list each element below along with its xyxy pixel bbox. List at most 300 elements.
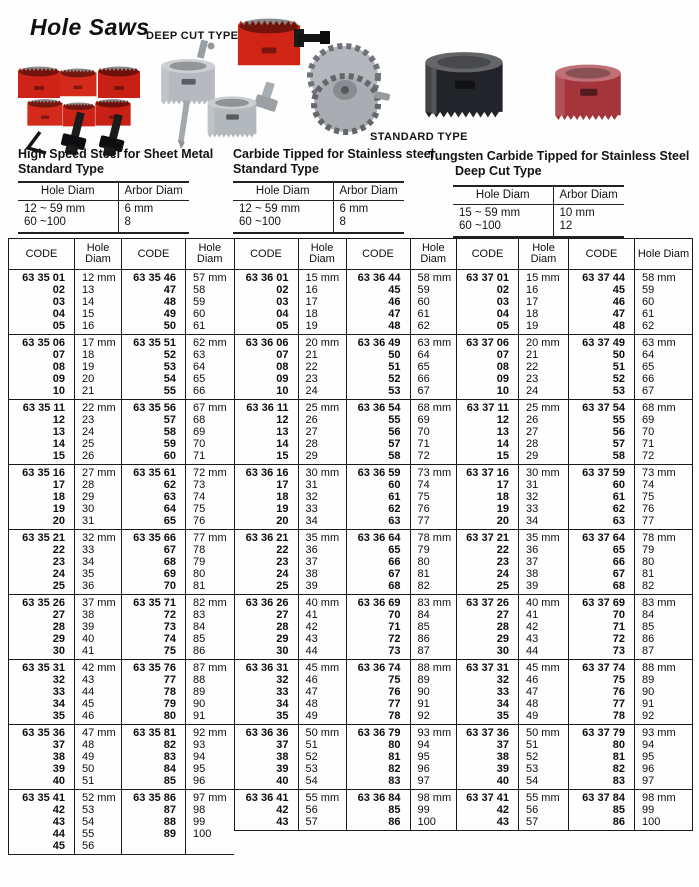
spec-cell: 15 ~ 59 mm (459, 207, 521, 219)
code-cell: 63 36 11 (246, 402, 289, 414)
spec-header-row (233, 182, 404, 201)
hole-diam-cell: 55 mm (519, 790, 569, 805)
hole-diam-cell: 84 (186, 621, 234, 633)
code-table-tungsten-holder (456, 238, 693, 831)
hole-diam-cell: 66 (635, 373, 693, 385)
hole-diam-cell: 91 (186, 710, 234, 725)
hole-diam-cell: 73 mm (635, 465, 693, 480)
code-cell: 19 (52, 503, 65, 515)
table-row (9, 633, 234, 645)
code-block (9, 270, 234, 335)
hole-diam-header: Hole Diam (298, 239, 346, 270)
hole-diam-cell: 47 mm (75, 725, 122, 740)
spec-header: Arbor Diam (553, 186, 624, 205)
hole-diam-cell: 30 (75, 503, 122, 515)
code-cell: 17 (52, 479, 65, 491)
hole-diam-cell: 78 (186, 544, 234, 556)
code-cell: 68 (346, 580, 410, 595)
hole-diam-cell: 43 (298, 633, 346, 645)
hole-diam-cell: 24 (519, 385, 569, 400)
hole-diam-cell: 54 (519, 775, 569, 790)
code-cell: 55 (122, 385, 186, 400)
code-cell: 63 35 66 (122, 530, 186, 545)
code-cell: 55 (346, 414, 410, 426)
code-cell: 35 (52, 710, 65, 722)
hole-diam-cell: 37 (519, 556, 569, 568)
hole-diam-cell: 59 (635, 284, 693, 296)
hole-diam-cell: 88 mm (410, 660, 456, 675)
code-cell: 63 (569, 515, 635, 530)
code-cell: 14 (52, 438, 65, 450)
code-cell: 84 (122, 763, 186, 775)
spec-header-row (18, 182, 189, 201)
hole-diam-cell: 16 (298, 284, 346, 296)
code-cell: 63 (122, 491, 186, 503)
code-block (234, 400, 456, 465)
code-cell: 61 (569, 491, 635, 503)
hole-diam-cell: 25 mm (298, 400, 346, 415)
hole-diam-cell: 93 (186, 739, 234, 751)
code-cell: 23 (276, 556, 289, 568)
hole-diam-cell: 69 (186, 426, 234, 438)
code-cell: 17 (496, 479, 509, 491)
hole-diam-cell: 54 (75, 816, 122, 828)
heading-line1: Tungsten Carbide Tipped for Stainless Steel (428, 149, 690, 163)
hole-diam-cell: 18 (75, 349, 122, 361)
table-row (457, 308, 693, 320)
hole-diam-cell: 68 (186, 414, 234, 426)
code-cell: 38 (276, 751, 289, 763)
hole-diam-cell: 48 (75, 739, 122, 751)
code-cell: 81 (346, 751, 410, 763)
code-cell: 85 (122, 775, 186, 790)
code-table-section-1 (234, 238, 457, 831)
hole-diam-cell: 13 (75, 284, 122, 296)
spec-cell: 60 ~100 (459, 220, 501, 232)
hole-diam-cell: 57 (298, 816, 346, 831)
code-cell: 63 37 79 (569, 725, 635, 740)
section-heading-tungsten (428, 149, 689, 179)
code-cell: 24 (276, 568, 289, 580)
table-row (9, 840, 234, 855)
code-cell: 13 (52, 426, 65, 438)
hole-diam-cell: 72 (635, 450, 693, 465)
table-row (234, 349, 456, 361)
table-row (457, 385, 693, 400)
spec-header: Arbor Diam (118, 182, 189, 201)
code-block (9, 790, 234, 855)
code-cell: 39 (276, 763, 289, 775)
hole-diam-cell: 83 (186, 609, 234, 621)
hole-diam-cell: 69 (635, 414, 693, 426)
hole-diam-cell: 87 mm (186, 660, 234, 675)
hole-diam-cell: 23 (75, 414, 122, 426)
code-cell: 60 (122, 450, 186, 465)
hole-diam-cell: 34 (519, 515, 569, 530)
table-row (457, 361, 693, 373)
hole-diam-cell: 22 (298, 361, 346, 373)
code-cell: 78 (346, 710, 410, 725)
code-cell: 29 (52, 633, 65, 645)
code-cell: 29 (496, 633, 509, 645)
table-row (234, 556, 456, 568)
hole-diam-cell: 15 mm (519, 270, 569, 285)
code-cell: 80 (122, 710, 186, 725)
table-row (457, 595, 693, 610)
hole-diam-cell: 36 (298, 544, 346, 556)
hole-diam-cell: 99 (635, 804, 693, 816)
table-row (234, 568, 456, 580)
code-cell: 38 (52, 751, 65, 763)
code-block (457, 465, 693, 530)
code-cell: 77 (569, 698, 635, 710)
code-cell: 19 (276, 503, 289, 515)
table-row (234, 491, 456, 503)
code-cell: 62 (122, 479, 186, 491)
table-row (9, 595, 234, 610)
hole-diam-cell: 56 (519, 804, 569, 816)
table-row (457, 491, 693, 503)
code-tables (8, 238, 693, 855)
hole-diam-cell: 21 (519, 349, 569, 361)
hole-diam-cell: 85 (186, 633, 234, 645)
code-cell: 82 (122, 739, 186, 751)
table-row (457, 660, 693, 675)
code-cell: 63 (346, 515, 410, 530)
table-row (457, 450, 693, 465)
section-heading-carbide (233, 147, 434, 177)
hole-diam-cell: 94 (410, 739, 456, 751)
code-cell: 63 37 64 (569, 530, 635, 545)
hole-diam-cell: 64 (186, 361, 234, 373)
hole-diam-cell: 47 (298, 686, 346, 698)
code-cell: 27 (496, 609, 509, 621)
hole-diam-cell: 76 (635, 503, 693, 515)
hole-diam-cell: 35 mm (519, 530, 569, 545)
hole-diam-cell: 14 (75, 296, 122, 308)
code-cell: 57 (569, 438, 635, 450)
code-cell: 63 35 56 (122, 400, 186, 415)
hole-diam-cell: 79 (410, 544, 456, 556)
dark-red-hole-saw-image (547, 60, 640, 136)
hole-diam-cell: 15 mm (298, 270, 346, 285)
table-row (234, 414, 456, 426)
hole-diam-header: Hole Diam (635, 239, 693, 270)
hole-diam-cell: 97 (635, 775, 693, 790)
table-row (234, 308, 456, 320)
table-row (457, 503, 693, 515)
spec-cell: 12 ~ 59 mm (24, 203, 86, 215)
hole-diam-cell: 91 (635, 698, 693, 710)
hole-diam-cell: 29 (519, 450, 569, 465)
hole-diam-cell: 76 (410, 503, 456, 515)
table-row (234, 710, 456, 725)
code-cell: 33 (52, 686, 65, 698)
hole-diam-cell: 33 (298, 503, 346, 515)
table-row (457, 674, 693, 686)
hole-diam-header: Hole Diam (75, 239, 122, 270)
spec-header: Arbor Diam (333, 182, 404, 201)
code-cell: 04 (496, 308, 509, 320)
code-cell: 10 (52, 385, 65, 397)
hole-diam-cell: 54 (298, 775, 346, 790)
hole-diam-cell: 28 (519, 438, 569, 450)
hole-diam-cell: 52 mm (75, 790, 122, 805)
hole-diam-header: Hole Diam (186, 239, 234, 270)
table-row (9, 515, 234, 530)
code-cell: 65 (122, 515, 186, 530)
hole-diam-cell: 86 (635, 633, 693, 645)
hole-diam-cell: 50 (75, 763, 122, 775)
code-cell: 63 37 59 (569, 465, 635, 480)
code-cell: 69 (122, 568, 186, 580)
spec-row (18, 216, 189, 233)
hole-diam-cell: 78 mm (410, 530, 456, 545)
hole-diam-cell: 57 (519, 816, 569, 831)
hole-diam-cell: 19 (75, 361, 122, 373)
table-row (234, 385, 456, 400)
code-cell (122, 840, 186, 855)
table-row (9, 751, 234, 763)
table-row (9, 556, 234, 568)
code-cell: 33 (276, 686, 289, 698)
hole-diam-cell: 77 (410, 515, 456, 530)
hole-diam-cell: 71 (410, 438, 456, 450)
table-row (457, 775, 693, 790)
code-cell: 63 35 46 (122, 270, 186, 285)
code-cell: 25 (276, 580, 289, 592)
hole-diam-cell: 50 mm (519, 725, 569, 740)
table-row (457, 335, 693, 350)
code-cell: 32 (276, 674, 289, 686)
table-row (9, 710, 234, 725)
hole-diam-cell: 93 mm (410, 725, 456, 740)
hole-diam-cell: 30 mm (298, 465, 346, 480)
code-cell: 52 (346, 373, 410, 385)
code-cell: 34 (496, 698, 509, 710)
hole-diam-cell: 76 (186, 515, 234, 530)
code-cell: 39 (52, 763, 65, 775)
code-cell: 70 (346, 609, 410, 621)
table-row (9, 414, 234, 426)
table-row (457, 580, 693, 595)
hole-diam-cell: 60 (410, 296, 456, 308)
hole-diam-cell: 64 (635, 349, 693, 361)
table-row (457, 530, 693, 545)
code-cell: 70 (122, 580, 186, 595)
hole-diam-cell: 28 (75, 479, 122, 491)
code-block (9, 660, 234, 725)
hole-diam-cell: 20 mm (298, 335, 346, 350)
hole-diam-cell: 92 (410, 710, 456, 725)
spec-row (233, 216, 404, 233)
code-cell: 35 (276, 710, 289, 722)
hole-diam-cell (186, 840, 234, 855)
hole-diam-cell: 44 (75, 686, 122, 698)
table-row (234, 751, 456, 763)
code-cell: 58 (569, 450, 635, 465)
hole-diam-cell: 97 mm (186, 790, 234, 805)
code-block (457, 335, 693, 400)
code-cell: 63 36 41 (245, 792, 289, 804)
table-row (457, 270, 693, 285)
table-row (234, 335, 456, 350)
code-cell: 68 (122, 556, 186, 568)
hole-diam-cell: 31 (75, 515, 122, 530)
code-cell: 45 (346, 284, 410, 296)
hole-diam-cell: 81 (410, 568, 456, 580)
hole-diam-cell: 38 (75, 609, 122, 621)
code-cell: 32 (52, 674, 65, 686)
hole-diam-cell: 100 (635, 816, 693, 831)
hole-diam-cell: 39 (75, 621, 122, 633)
code-block (9, 530, 234, 595)
code-block (457, 400, 693, 465)
code-cell: 25 (52, 580, 65, 592)
code-header: CODE (346, 239, 410, 270)
code-cell: 09 (276, 373, 289, 385)
code-cell: 70 (569, 609, 635, 621)
code-header: CODE (569, 239, 635, 270)
hole-diam-cell: 29 (75, 491, 122, 503)
hole-diam-cell: 22 mm (75, 400, 122, 415)
spec-table-tungsten (453, 185, 624, 238)
code-cell: 86 (569, 816, 635, 831)
hole-diam-cell: 30 mm (519, 465, 569, 480)
hole-diam-cell: 94 (635, 739, 693, 751)
code-cell: 63 37 41 (466, 792, 509, 804)
hole-diam-cell: 60 (186, 308, 234, 320)
hole-diam-cell: 18 (519, 308, 569, 320)
code-cell: 55 (569, 414, 635, 426)
code-cell: 25 (496, 580, 509, 592)
code-cell: 05 (52, 320, 65, 332)
hole-diam-cell: 44 (298, 645, 346, 660)
code-cell: 62 (569, 503, 635, 515)
code-cell: 63 35 01 (22, 272, 65, 284)
code-cell: 42 (276, 804, 289, 816)
hole-diam-cell: 18 (298, 308, 346, 320)
table-row (9, 530, 234, 545)
code-cell: 42 (496, 804, 509, 816)
hole-diam-cell: 34 (75, 556, 122, 568)
hole-diam-cell: 82 (410, 580, 456, 595)
table-row (9, 361, 234, 373)
hole-diam-cell: 32 mm (75, 530, 122, 545)
code-cell: 63 35 36 (22, 727, 65, 739)
code-block (234, 595, 456, 660)
spec-cell: 12 ~ 59 mm (239, 203, 301, 215)
table-row (9, 725, 234, 740)
code-cell: 20 (496, 515, 509, 527)
code-cell: 73 (346, 645, 410, 660)
table-row (234, 515, 456, 530)
table-row (234, 400, 456, 415)
spec-header-row (453, 186, 624, 205)
heading-line1: High Speed Steel for Sheet Metal (18, 147, 214, 161)
black-hole-saw-image (418, 40, 512, 137)
code-cell: 78 (569, 710, 635, 725)
table-row (234, 816, 456, 831)
table-row (457, 438, 693, 450)
code-cell: 51 (346, 361, 410, 373)
table-row (234, 296, 456, 308)
code-cell: 44 (52, 828, 65, 840)
code-cell: 48 (569, 320, 635, 335)
table-row (457, 633, 693, 645)
code-cell: 37 (52, 739, 65, 751)
code-cell: 24 (496, 568, 509, 580)
code-cell: 46 (346, 296, 410, 308)
code-cell: 28 (276, 621, 289, 633)
heading-line1: Carbide Tipped for Stainless steel (233, 147, 435, 161)
hole-diam-cell: 81 (186, 580, 234, 595)
table-row (9, 621, 234, 633)
hole-diam-header: Hole Diam (410, 239, 456, 270)
hole-diam-cell: 95 (410, 751, 456, 763)
code-block (9, 465, 234, 530)
hole-diam-cell: 43 (75, 674, 122, 686)
code-cell: 63 36 44 (346, 270, 410, 285)
code-cell: 03 (276, 296, 289, 308)
table-row (9, 674, 234, 686)
table-row (9, 479, 234, 491)
code-cell: 07 (52, 349, 65, 361)
hole-diam-cell: 38 (298, 568, 346, 580)
code-cell: 39 (496, 763, 509, 775)
heading-line2: Standard Type (233, 162, 319, 176)
hole-diam-cell: 25 (75, 438, 122, 450)
code-cell: 10 (496, 385, 509, 397)
table-row (9, 739, 234, 751)
hole-diam-cell: 24 (75, 426, 122, 438)
code-cell: 58 (122, 426, 186, 438)
table-row (234, 595, 456, 610)
hole-diam-cell: 60 (635, 296, 693, 308)
code-cell: 63 35 26 (22, 597, 65, 609)
hole-diam-cell: 28 (298, 438, 346, 450)
code-cell: 63 35 41 (22, 792, 65, 804)
hole-diam-cell: 27 (519, 426, 569, 438)
spec-table-hss (18, 181, 189, 234)
code-cell: 14 (276, 438, 289, 450)
code-cell: 12 (276, 414, 289, 426)
code-cell: 50 (346, 349, 410, 361)
code-cell: 56 (569, 426, 635, 438)
table-row (9, 385, 234, 400)
code-block (457, 270, 693, 335)
table-row (457, 414, 693, 426)
hole-diam-cell: 55 mm (298, 790, 346, 805)
table-row (234, 503, 456, 515)
hole-diam-cell: 94 (186, 751, 234, 763)
code-cell: 80 (569, 739, 635, 751)
hole-diam-cell: 69 (410, 414, 456, 426)
code-cell: 02 (52, 284, 65, 296)
code-cell: 75 (346, 674, 410, 686)
hole-diam-cell: 50 mm (298, 725, 346, 740)
code-cell: 13 (276, 426, 289, 438)
table-row (9, 686, 234, 698)
table-row (9, 320, 234, 335)
table-row (234, 763, 456, 775)
code-cell: 48 (122, 296, 186, 308)
code-cell: 50 (569, 349, 635, 361)
table-row (457, 739, 693, 751)
hole-diam-cell: 32 (298, 491, 346, 503)
hole-diam-cell: 35 mm (298, 530, 346, 545)
code-cell: 63 36 69 (346, 595, 410, 610)
